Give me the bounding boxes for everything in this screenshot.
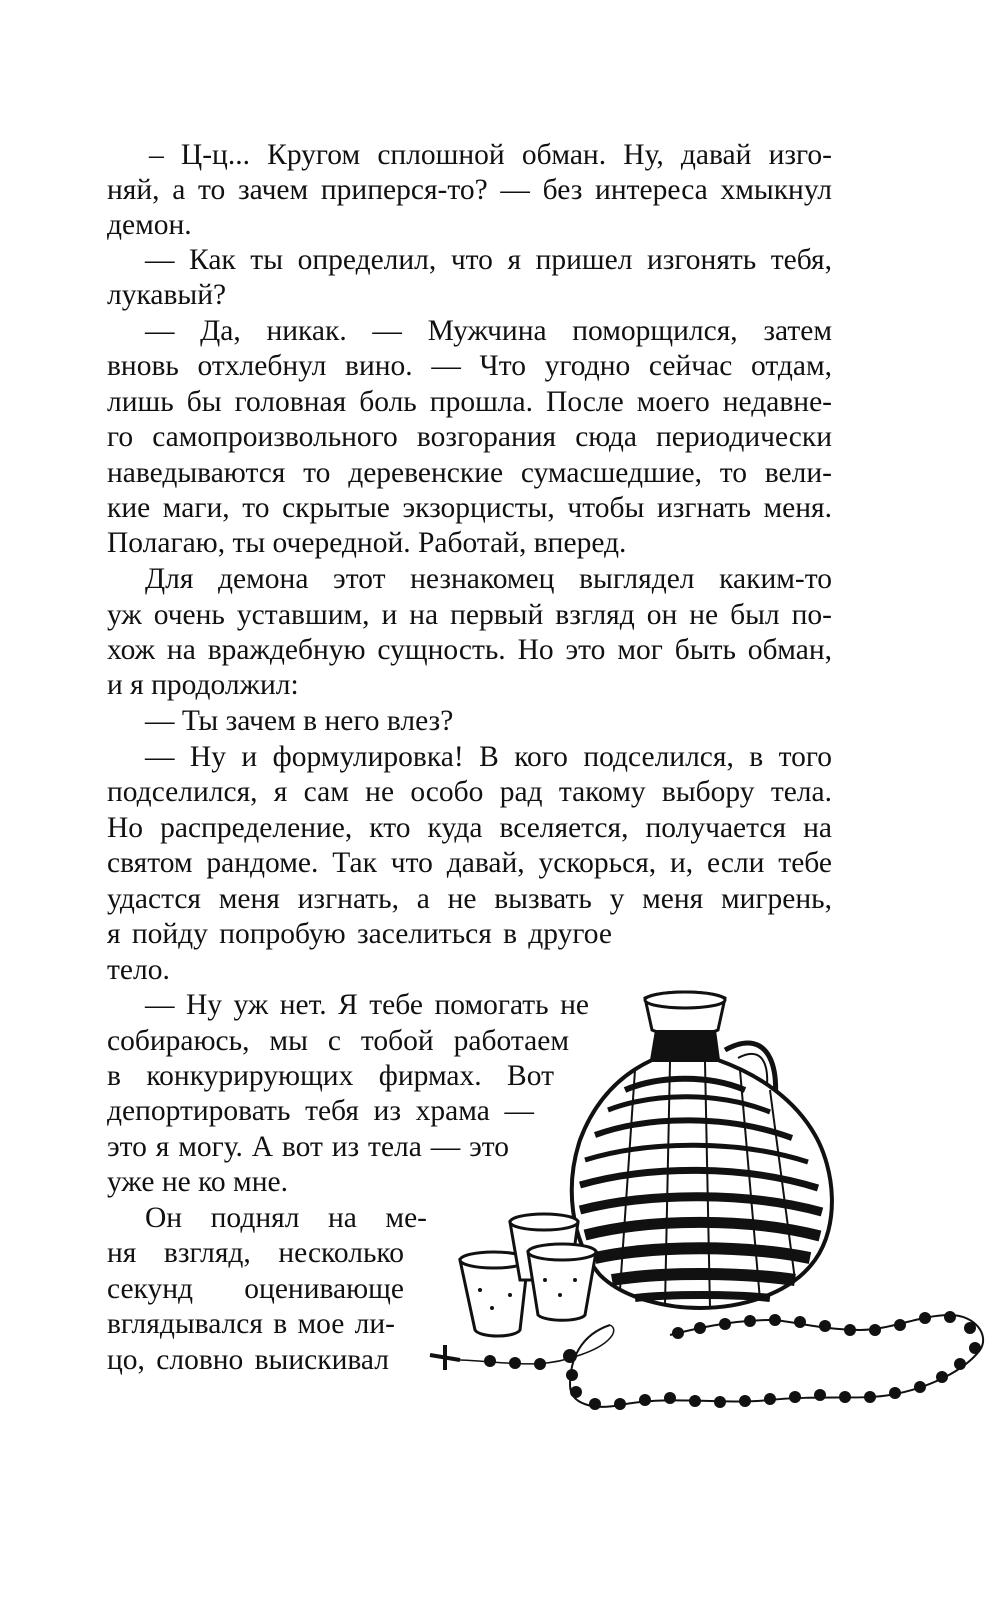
text-line: Для демона этот незнакомец выглядел каким-то xyxy=(145,563,832,595)
text-line: Полагаю, ты очередной. Работай, вперед. xyxy=(107,527,627,559)
text-line: в конкурирующих фирмах. Вот xyxy=(107,1060,554,1092)
text-line: лукавый? xyxy=(107,279,227,311)
text-line: няй, а то зачем приперся-то? — без интереса хмыкнул xyxy=(107,174,832,206)
text-line: удастся меня изгнать, а не вызвать у меня мигрень, xyxy=(107,883,832,915)
text-line: Он поднял на ме- xyxy=(145,1202,427,1234)
text-line: лишь бы головная боль прошла. После моего недавне- xyxy=(107,386,832,418)
text-line: и я продолжил: xyxy=(107,669,299,701)
text-line: собираюсь, мы с тобой работаем xyxy=(107,1025,569,1057)
text-line: кие маги, то скрытые экзорцисты, чтобы изгнать меня. xyxy=(107,492,832,524)
text-line: вглядывался в мое ли- xyxy=(107,1308,395,1340)
cork-top xyxy=(645,992,725,1008)
text-line: го самопроизвольного возгорания сюда периодически xyxy=(107,421,832,453)
text-line: — Ну и формулировка! В кого подселился, в того xyxy=(145,741,832,773)
text-line: — Ну уж нет. Я тебе помогать не xyxy=(145,989,589,1021)
bottle-neck xyxy=(650,1030,720,1060)
text-line: секунд оценивающе xyxy=(107,1273,404,1305)
text-line: уже не ко мне. xyxy=(107,1166,288,1198)
text-line: наведываются то деревенские сумасшедшие, то вели- xyxy=(107,457,832,489)
text-line: – Ц-ц... Кругом сплошной обман. Ну, давай изго- xyxy=(149,139,832,171)
text-line: Но распределение, кто куда вселяется, получается на xyxy=(107,812,832,844)
text-line: тело. xyxy=(107,954,170,986)
text-line: это я могу. А вот из тела — это xyxy=(107,1131,509,1163)
text-line: — Как ты определил, что я пришел изгонять тебя, xyxy=(145,244,832,276)
text-line: святом рандоме. Так что давай, ускорься, и, если тебе xyxy=(107,847,832,879)
text-line: — Ты зачем в него влез? xyxy=(145,705,454,737)
text-line: ня взгляд, несколько xyxy=(107,1237,404,1269)
text-line: цо, словно выискивал xyxy=(107,1344,389,1376)
wicker-bottle-illustration xyxy=(420,990,995,1410)
text-line: депортировать тебя из храма — xyxy=(107,1095,534,1127)
text-line: подселился, я сам не особо рад такому выбору тела. xyxy=(107,776,832,808)
text-line: — Да, никак. — Мужчина поморщился, затем xyxy=(145,315,832,347)
text-line: хож на враждебную сущность. Но это мог быть обман, xyxy=(107,634,832,666)
cups xyxy=(460,1214,596,1336)
cup-front xyxy=(528,1252,596,1320)
text-line: уж очень уставшим, и на первый взгляд он не был по- xyxy=(107,599,832,631)
text-line: демон. xyxy=(107,209,192,241)
text-line: я пойду попробую заселиться в другое xyxy=(107,918,612,950)
text-line: вновь отхлебнул вино. — Что угодно сейчас отдам, xyxy=(107,350,832,382)
